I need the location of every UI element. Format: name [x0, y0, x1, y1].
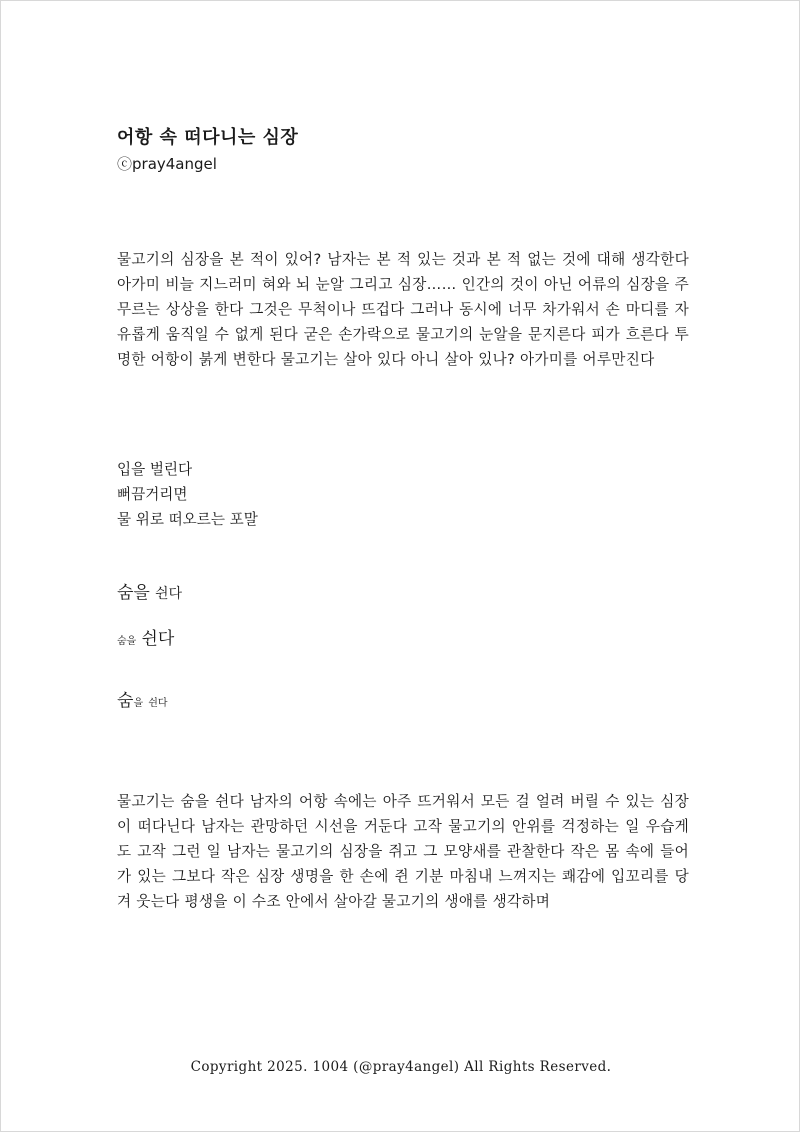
stanza-line-1: 입을 벌린다	[117, 461, 193, 478]
author-credit: ⓒpray4angel	[117, 155, 217, 173]
paragraph-1: 물고기의 심장을 본 적이 있어? 남자는 본 적 있는 것과 본 적 없는 것에 대해 생각한다 아가미 비늘 지느러미 혀와 뇌 눈알 그리고 심장…… 인간의 것이 아닌 어류의 심장을 주무르는 상상을 한다 그것은 무척이나 뜨겁다 그러나 동시에 너무 차가워서 손 마디를 자유롭게 움직일 수 없게 된다 굳은 손가락으로 물고기의 눈알을 문지른다 피가 흐른다 투명한 어항이 붉게 변한다 물고기는 살아 있다 아니 살아 있나? 아가미를 어루만진다	[117, 251, 689, 368]
breath-line-3-third: 쉰다	[148, 698, 168, 709]
breath-line-3	[117, 693, 168, 710]
breath-line-2-first: 숨을	[117, 636, 137, 647]
breath-line-1-first: 숨을	[117, 583, 150, 603]
page-title: 어항 속 떠다니는 심장	[117, 127, 299, 148]
breath-line-3-first: 숨	[117, 691, 134, 711]
stanza-line-3: 물 위로 떠오르는 포말	[117, 511, 258, 528]
breath-line-2-second: 쉰다	[141, 629, 175, 649]
stanza-line-2: 뻐끔거리면	[117, 486, 188, 503]
breath-line-1-second: 쉰다	[154, 586, 183, 602]
breath-line-1	[117, 585, 182, 602]
breath-line-3-second: 을	[133, 698, 144, 709]
poem-stanza	[117, 457, 258, 532]
breath-line-2	[117, 631, 174, 648]
copyright-footer: Copyright 2025. 1004 (@pray4angel) All Rights Reserved.	[190, 1059, 612, 1075]
paragraph-2: 물고기는 숨을 쉰다 남자의 어항 속에는 아주 뜨거워서 모든 걸 얼려 버릴 수 있는 심장이 떠다닌다 남자는 관망하던 시선을 거둔다 고작 물고기의 안위를 걱정하는 일 우습게도 고작 그런 일 남자는 물고기의 심장을 쥐고 그 모양새를 관찰한다 작은 몸 속에 들어가 있는 그보다 작은 심장 생명을 한 손에 쥔 기분 마침내 느껴지는 쾌감에 입꼬리를 당겨 웃는다 평생을 이 수조 안에서 살아갈 물고기의 생애를 생각하며	[117, 793, 689, 910]
